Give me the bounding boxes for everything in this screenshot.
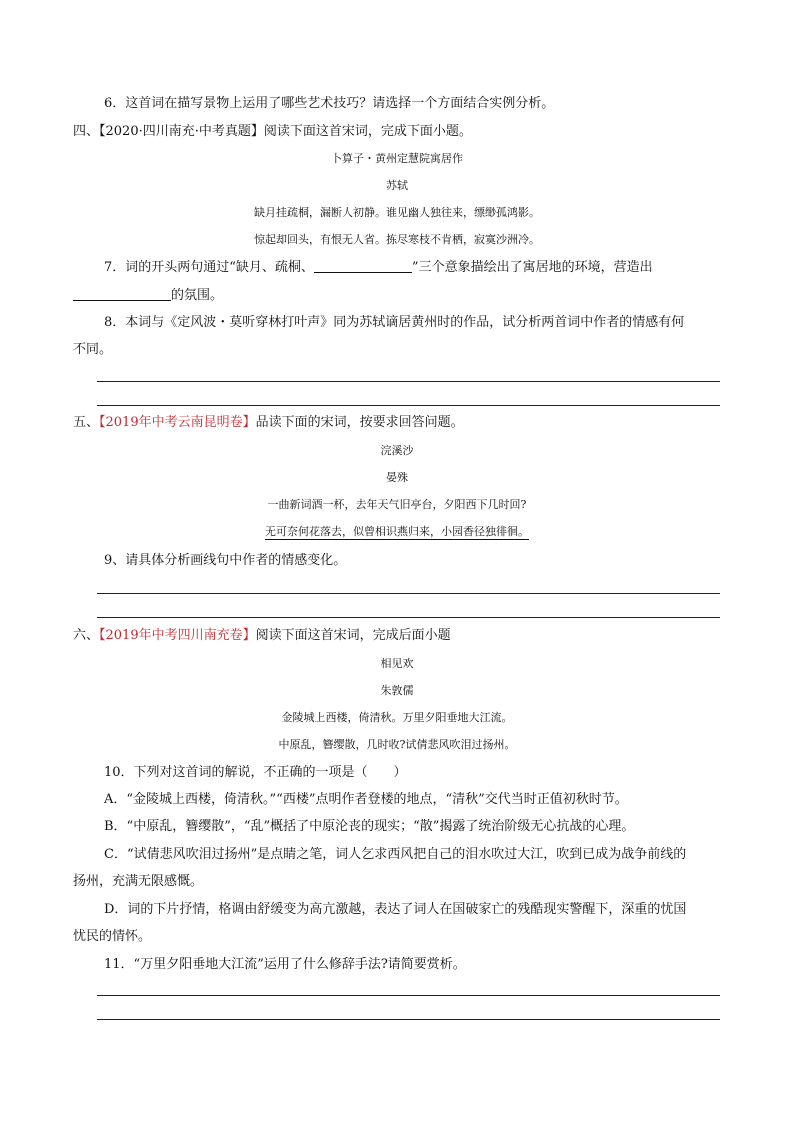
section-4-heading: 四、【2020·四川南充·中考真题】阅读下面这首宋词，完成下面小题。 [73, 124, 472, 139]
underlined-text: 无可奈何花落去，似曾相识燕归来，小园香径独徘徊。 [265, 525, 529, 538]
poem-line: 一曲新词酒一杯，去年天气旧亭台，夕阳西下几时回? [267, 498, 527, 511]
answer-line[interactable] [97, 617, 720, 618]
poem-author: 苏轼 [386, 179, 408, 192]
poem-title: 卜算子・黄州定慧院寓居作 [331, 152, 463, 165]
answer-line[interactable] [97, 405, 720, 406]
question-11: 11．“万里夕阳垂地大江流”运用了什么修辞手法?请简要赏析。 [104, 957, 466, 972]
question-10: 10．下列对这首词的解说，不正确的一项是（ ） [104, 765, 407, 780]
answer-blank[interactable] [73, 286, 171, 301]
question-8: 8．本词与《定风波・莫听穿林打叶声》同为苏轼谪居黄州时的作品，试分析两首词中作者的情感有何 [104, 315, 685, 330]
option-c-continued: 扬州，充满无限感慨。 [73, 874, 204, 889]
option-a[interactable]: A．“金陵城上西楼，倚清秋。”“西楼”点明作者登楼的地点，“清秋”交代当时正值初秋时节。 [104, 792, 628, 807]
section-instruction: 阅读下面这首宋词，完成后面小题 [255, 628, 451, 643]
section-prefix: 五、 [73, 415, 100, 430]
question-9: 9、请具体分析画线句中作者的情感变化。 [104, 553, 347, 568]
section-6-heading [73, 627, 451, 645]
poem-line: 中原乱，簪缨散，几时收?试倩悲风吹泪过扬州。 [278, 738, 516, 751]
source-tag: 【2019年中考四川南充卷】 [99, 628, 256, 643]
question-7-continued [73, 286, 223, 305]
poem-line: 金陵城上西楼，倚清秋。万里夕阳垂地大江流。 [281, 711, 513, 724]
answer-line[interactable] [97, 1019, 720, 1020]
question-7-text: ”三个意象描绘出了寓居地的环境，营造出 [411, 260, 653, 275]
answer-blank[interactable] [314, 258, 412, 273]
section-prefix: 六、 [73, 628, 100, 643]
poem-author: 晏殊 [386, 471, 408, 484]
question-6: 6．这首词在描写景物上运用了哪些艺术技巧？请选择一个方面结合实例分析。 [104, 96, 555, 111]
question-7 [104, 258, 653, 277]
question-7-text: 7．词的开头两句通过“缺月、疏桐、 [104, 260, 314, 275]
poem-line-underlined [0, 524, 794, 540]
answer-line[interactable] [97, 593, 720, 594]
section-instruction: 品读下面的宋词，按要求回答问题。 [255, 415, 464, 430]
option-c[interactable]: C．“试倩悲风吹泪过扬州”是点睛之笔，词人乞求西风把自己的泪水吹过大江，吹到已成为战争前线的 [104, 847, 687, 862]
question-7-text: 的氛围。 [171, 288, 224, 303]
poem-line: 惊起却回头，有恨无人省。拣尽寒枝不肯栖，寂寞沙洲冷。 [254, 233, 540, 246]
section-5-heading [73, 414, 464, 432]
option-d[interactable]: D．词的下片抒情，格调由舒缓变为高亢激越，表达了词人在国破家亡的残酷现实警醒下，深重的忧国 [104, 902, 687, 917]
source-tag: 【2019年中考云南昆明卷】 [99, 415, 256, 430]
poem-title: 浣溪沙 [380, 444, 414, 457]
poem-line: 缺月挂疏桐，漏断人初静。谁见幽人独往来，缥缈孤鸿影。 [254, 206, 540, 219]
answer-line[interactable] [97, 381, 720, 382]
poem-author: 朱敦儒 [380, 684, 414, 697]
option-d-continued: 忧民的情怀。 [73, 929, 152, 944]
option-b[interactable]: B．“中原乱，簪缨散”，“乱”概括了中原沦丧的现实；“散”揭露了统治阶级无心抗战的心理。 [104, 819, 635, 834]
poem-title: 相见欢 [380, 657, 414, 670]
answer-line[interactable] [97, 995, 720, 996]
question-8-continued: 不同。 [73, 342, 113, 357]
